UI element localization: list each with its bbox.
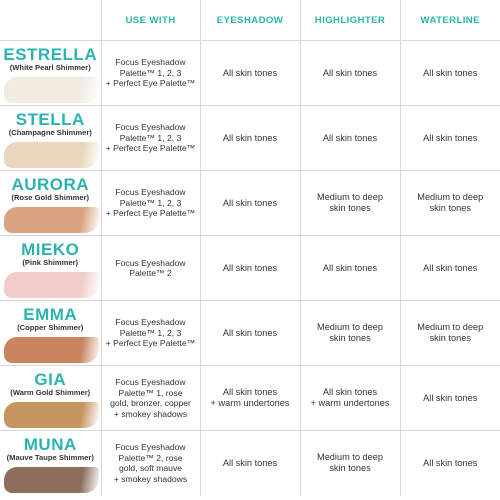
shade-cell — [0, 171, 101, 236]
waterline-cell — [400, 106, 500, 171]
shade-subtitle: (Mauve Taupe Shimmer) — [6, 453, 94, 463]
highlighter-cell-line: All skin tones — [322, 262, 378, 273]
table-row — [0, 106, 500, 171]
use-with-cell-line: Focus Eyeshadow — [115, 57, 186, 68]
use-with-cell-line: Focus Eyeshadow — [115, 442, 186, 453]
use-with-cell-line: Palette™ 1, 2, 3 — [119, 197, 182, 208]
shade-name: AURORA — [11, 175, 90, 194]
highlighter-cell — [300, 301, 400, 366]
shade-swatch — [4, 142, 99, 168]
table-row — [0, 171, 500, 236]
shade-swatch — [4, 207, 99, 233]
waterline-cell-line: skin tones — [429, 203, 471, 213]
shade-cell — [0, 106, 101, 171]
highlighter-cell — [300, 41, 400, 106]
shade-cell — [0, 301, 101, 366]
waterline-cell-line: Medium to deep — [417, 192, 484, 202]
highlighter-cell-line: All skin tones — [322, 387, 378, 397]
shade-swatch — [4, 467, 99, 493]
highlighter-cell-line: skin tones — [329, 333, 371, 343]
use-with-cell-line: Focus Eyeshadow — [115, 257, 186, 268]
shade-subtitle: (Rose Gold Shimmer) — [11, 193, 90, 202]
use-with-cell-line: Focus Eyeshadow — [115, 317, 186, 328]
use-with-cell-line: gold, bronzer, copper — [110, 398, 191, 408]
eyeshadow-cell-line: All skin tones — [222, 262, 278, 273]
waterline-cell-line: All skin tones — [423, 457, 478, 468]
table-row — [0, 236, 500, 301]
table-row — [0, 41, 500, 106]
use-with-cell-line: Palette™ 1, 2, 3 — [119, 67, 182, 78]
use-with-cell — [101, 366, 200, 431]
use-with-cell-line: Palette™ 2 — [129, 268, 172, 278]
table-row — [0, 301, 500, 366]
shade-name: MUNA — [23, 435, 77, 455]
waterline-cell — [400, 171, 500, 236]
eyeshadow-cell-line: + warm undertones — [210, 398, 290, 408]
waterline-cell-line: Medium to deep — [417, 322, 484, 332]
use-with-cell-line: Focus Eyeshadow — [115, 187, 186, 198]
shade-subtitle: (Champagne Shimmer) — [8, 128, 92, 137]
eyeshadow-cell-line: All skin tones — [222, 197, 278, 208]
highlighter-cell-line: All skin tones — [322, 67, 378, 78]
use-with-cell-line: Palette™ 2, rose — [118, 452, 183, 463]
shade-name: GIA — [34, 370, 67, 389]
waterline-cell-line: All skin tones — [423, 67, 478, 78]
highlighter-cell-line: Medium to deep — [317, 192, 383, 202]
shade-subtitle: (Warm Gold Shimmer) — [10, 388, 91, 397]
header-highlighter: HIGHLIGHTER — [300, 0, 400, 41]
eyeshadow-cell — [200, 106, 300, 171]
header-eyeshadow: EYESHADOW — [200, 0, 300, 41]
shade-cell — [0, 41, 101, 106]
use-with-cell — [101, 106, 200, 171]
use-with-cell-line: + smokey shadows — [113, 473, 188, 484]
table-row — [0, 431, 500, 496]
shade-name: STELLA — [15, 110, 85, 129]
use-with-cell-line: Palette™ 1, 2, 3 — [119, 132, 182, 143]
eyeshadow-cell — [200, 41, 300, 106]
use-with-cell-line: + smokey shadows — [113, 408, 188, 419]
use-with-cell-line: Palette™ 1, rose — [118, 387, 183, 398]
waterline-cell — [400, 366, 500, 431]
shade-name: ESTRELLA — [3, 45, 98, 64]
use-with-cell — [101, 431, 200, 496]
eyeshadow-cell-line: All skin tones — [222, 387, 278, 397]
use-with-cell-line: Focus Eyeshadow — [115, 122, 186, 133]
waterline-cell-line: skin tones — [429, 333, 471, 343]
highlighter-cell — [300, 171, 400, 236]
highlighter-cell-line: skin tones — [329, 463, 371, 474]
use-with-cell-line: Focus Eyeshadow — [115, 377, 186, 387]
eyeshadow-cell — [200, 236, 300, 301]
use-with-cell-line: + Perfect Eye Palette™ — [105, 208, 196, 219]
use-with-cell-line: + Perfect Eye Palette™ — [105, 143, 196, 154]
use-with-cell-line: gold, soft mauve — [118, 463, 183, 474]
shade-cell — [0, 431, 101, 496]
shade-swatch — [4, 77, 99, 103]
waterline-cell — [400, 41, 500, 106]
waterline-cell-line: All skin tones — [423, 262, 478, 273]
highlighter-cell — [300, 431, 400, 496]
table-body — [0, 41, 500, 496]
shade-name: MIEKO — [21, 240, 80, 259]
highlighter-cell-line: All skin tones — [322, 132, 378, 143]
header-row — [0, 0, 500, 41]
eyeshadow-cell-line: All skin tones — [222, 132, 278, 143]
header-use-with: USE WITH — [101, 0, 200, 41]
shade-cell — [0, 366, 101, 431]
table-row — [0, 366, 500, 431]
header-waterline: WATERLINE — [400, 0, 500, 41]
highlighter-cell — [300, 366, 400, 431]
use-with-cell — [101, 41, 200, 106]
shade-subtitle: (White Pearl Shimmer) — [9, 63, 91, 72]
shade-subtitle: (Pink Shimmer) — [22, 258, 79, 267]
eyeshadow-cell — [200, 366, 300, 431]
waterline-cell — [400, 236, 500, 301]
highlighter-cell — [300, 236, 400, 301]
use-with-cell-line: Palette™ 1, 2, 3 — [119, 327, 182, 338]
highlighter-cell-line: skin tones — [329, 203, 371, 213]
shade-name: EMMA — [23, 305, 78, 324]
use-with-cell — [101, 236, 200, 301]
waterline-cell-line: All skin tones — [423, 392, 478, 403]
waterline-cell — [400, 301, 500, 366]
waterline-cell — [400, 431, 500, 496]
eyeshadow-cell-line: All skin tones — [222, 457, 278, 468]
use-with-cell — [101, 171, 200, 236]
shade-swatch — [4, 337, 99, 363]
shade-cell — [0, 236, 101, 301]
use-with-cell — [101, 301, 200, 366]
eyeshadow-cell-line: All skin tones — [222, 327, 278, 338]
highlighter-cell-line: Medium to deep — [317, 452, 383, 463]
shade-swatch — [4, 272, 99, 298]
shade-swatch — [4, 402, 99, 428]
eyeshadow-cell — [200, 171, 300, 236]
eyeshadow-cell-line: All skin tones — [222, 67, 278, 78]
shade-subtitle: (Copper Shimmer) — [17, 323, 84, 332]
use-with-cell-line: + Perfect Eye Palette™ — [105, 78, 196, 89]
waterline-cell-line: All skin tones — [423, 132, 478, 143]
header-blank-cell — [0, 0, 101, 41]
highlighter-cell-line: Medium to deep — [317, 322, 383, 332]
highlighter-cell-line: + warm undertones — [310, 398, 390, 408]
highlighter-cell — [300, 106, 400, 171]
eyeshadow-cell — [200, 431, 300, 496]
eyeshadow-cell — [200, 301, 300, 366]
use-with-cell-line: + Perfect Eye Palette™ — [105, 338, 196, 349]
